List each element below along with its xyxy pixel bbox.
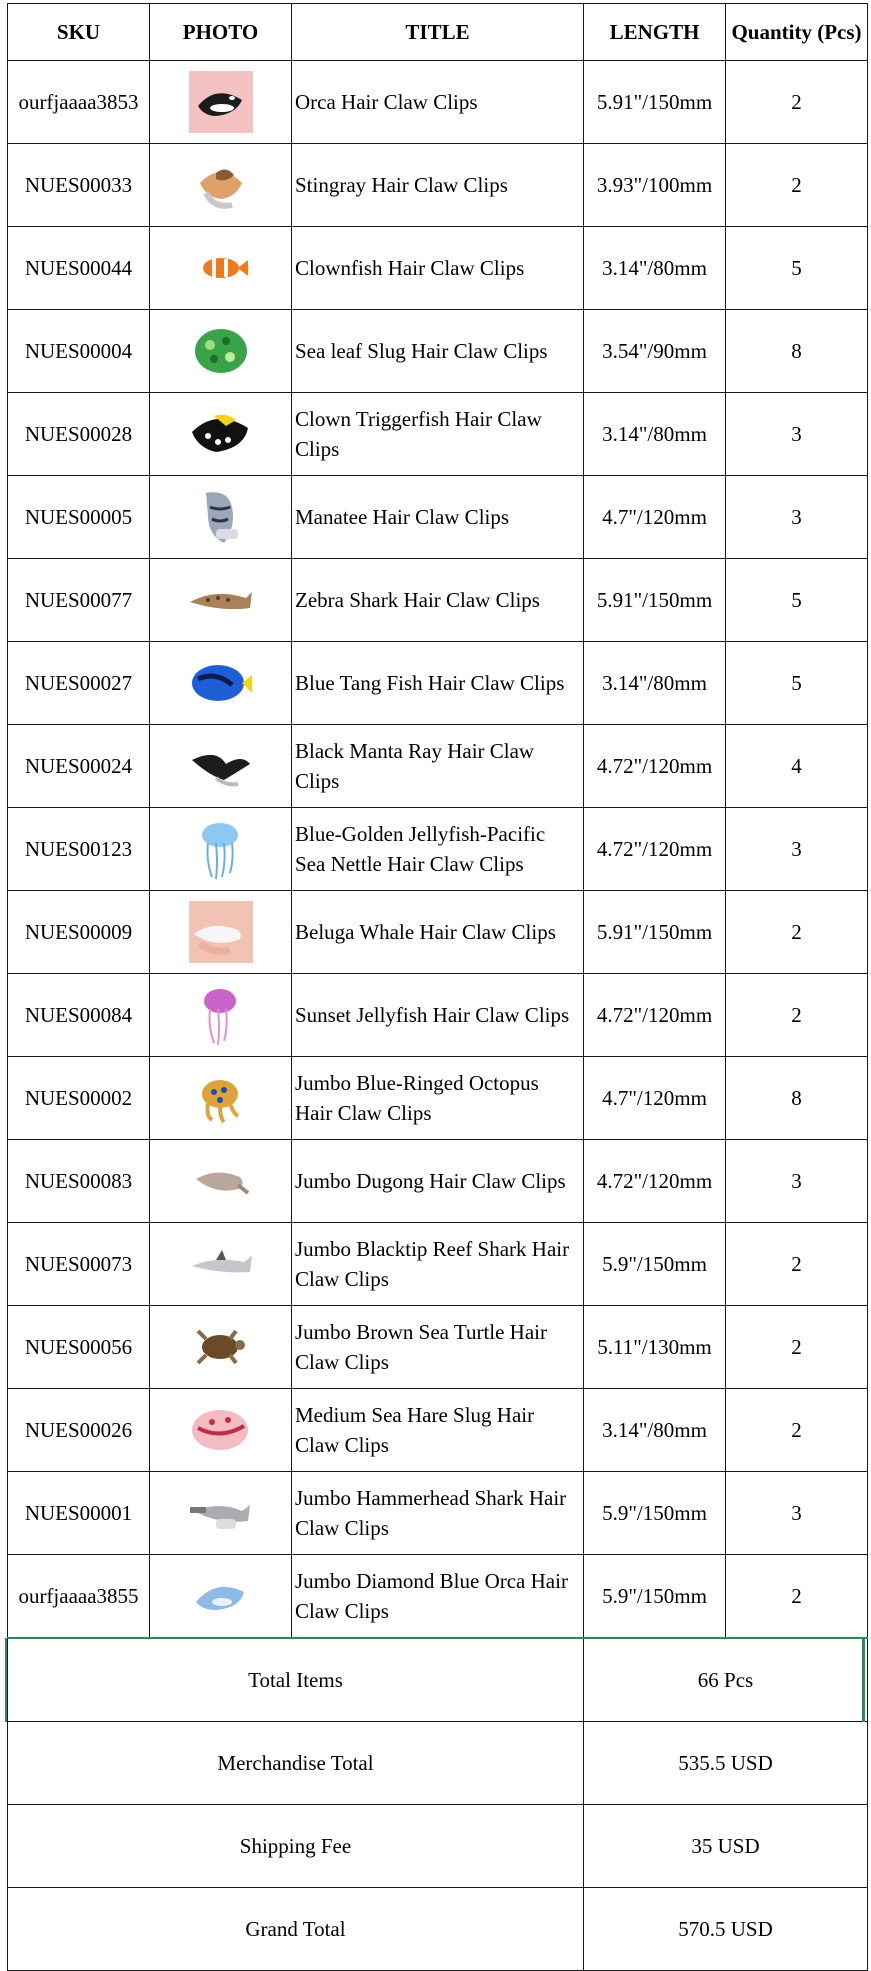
table-row (8, 393, 868, 476)
quantity-cell: 2 (726, 61, 868, 144)
quantity-cell: 2 (726, 1389, 868, 1472)
photo-cell (150, 1140, 292, 1223)
length-cell: 3.14"/80mm (584, 227, 726, 310)
title-cell: Clownfish Hair Claw Clips (292, 227, 584, 310)
quantity-cell: 3 (726, 1140, 868, 1223)
title-cell: Jumbo Diamond Blue Orca Hair Claw Clips (292, 1555, 584, 1639)
clown-triggerfish-clip-photo (186, 402, 256, 466)
length-cell: 5.91"/150mm (584, 559, 726, 642)
photo-cell (150, 559, 292, 642)
photo-cell (150, 1389, 292, 1472)
clownfish-clip-photo (186, 236, 256, 300)
title-cell: Jumbo Blacktip Reef Shark Hair Claw Clips (292, 1223, 584, 1306)
order-sheet (7, 3, 867, 1971)
table-row (8, 808, 868, 891)
photo-cell (150, 476, 292, 559)
title-cell: Blue-Golden Jellyfish-Pacific Sea Nettle Hair Claw Clips (292, 808, 584, 891)
length-cell: 5.91"/150mm (584, 891, 726, 974)
quantity-cell: 8 (726, 310, 868, 393)
length-cell: 3.93"/100mm (584, 144, 726, 227)
title-cell: Stingray Hair Claw Clips (292, 144, 584, 227)
header-sku: SKU (8, 4, 150, 61)
summary-label: Shipping Fee (8, 1805, 584, 1888)
title-cell: Medium Sea Hare Slug Hair Claw Clips (292, 1389, 584, 1472)
blacktip-shark-clip-photo (186, 1232, 256, 1296)
photo-cell (150, 61, 292, 144)
length-cell: 3.14"/80mm (584, 1389, 726, 1472)
length-cell: 5.9"/150mm (584, 1223, 726, 1306)
header-row (8, 4, 868, 61)
photo-cell (150, 1555, 292, 1639)
sku-cell: NUES00009 (8, 891, 150, 974)
sku-cell: ourfjaaaa3855 (8, 1555, 150, 1639)
summary-value: 570.5 USD (584, 1888, 868, 1971)
photo-cell (150, 1057, 292, 1140)
photo-cell (150, 891, 292, 974)
photo-cell (150, 808, 292, 891)
quantity-cell: 5 (726, 227, 868, 310)
sunset-jellyfish-clip-photo (186, 983, 256, 1047)
length-cell: 4.7"/120mm (584, 1057, 726, 1140)
title-cell: Jumbo Hammerhead Shark Hair Claw Clips (292, 1472, 584, 1555)
product-table (7, 3, 868, 1971)
sku-cell: NUES00005 (8, 476, 150, 559)
length-cell: 3.54"/90mm (584, 310, 726, 393)
summary-row (8, 1805, 868, 1888)
table-row (8, 476, 868, 559)
title-cell: Black Manta Ray Hair Claw Clips (292, 725, 584, 808)
orca-clip-photo (186, 70, 256, 134)
sku-cell: NUES00033 (8, 144, 150, 227)
summary-label: Total Items (8, 1638, 584, 1722)
table-row (8, 1057, 868, 1140)
title-cell: Jumbo Brown Sea Turtle Hair Claw Clips (292, 1306, 584, 1389)
octopus-clip-photo (186, 1066, 256, 1130)
title-cell: Blue Tang Fish Hair Claw Clips (292, 642, 584, 725)
quantity-cell: 3 (726, 393, 868, 476)
sku-cell: NUES00077 (8, 559, 150, 642)
photo-cell (150, 144, 292, 227)
table-row (8, 1389, 868, 1472)
sea-leaf-slug-clip-photo (186, 319, 256, 383)
length-cell: 5.91"/150mm (584, 61, 726, 144)
length-cell: 4.7"/120mm (584, 476, 726, 559)
length-cell: 5.11"/130mm (584, 1306, 726, 1389)
quantity-cell: 8 (726, 1057, 868, 1140)
sku-cell: NUES00002 (8, 1057, 150, 1140)
length-cell: 3.14"/80mm (584, 642, 726, 725)
jellyfish-clip-photo (186, 817, 256, 881)
table-row (8, 144, 868, 227)
quantity-cell: 5 (726, 559, 868, 642)
quantity-cell: 2 (726, 1223, 868, 1306)
table-row (8, 559, 868, 642)
quantity-cell: 3 (726, 1472, 868, 1555)
summary-value: 35 USD (584, 1805, 868, 1888)
photo-cell (150, 725, 292, 808)
sku-cell: NUES00024 (8, 725, 150, 808)
table-row (8, 1306, 868, 1389)
sku-cell: NUES00004 (8, 310, 150, 393)
sku-cell: NUES00084 (8, 974, 150, 1057)
sku-cell: NUES00083 (8, 1140, 150, 1223)
title-cell: Sea leaf Slug Hair Claw Clips (292, 310, 584, 393)
hammerhead-shark-clip-photo (186, 1481, 256, 1545)
summary-row (8, 1722, 868, 1805)
quantity-cell: 5 (726, 642, 868, 725)
length-cell: 4.72"/120mm (584, 1140, 726, 1223)
sku-cell: NUES00123 (8, 808, 150, 891)
summary-row (8, 1638, 868, 1722)
table-row (8, 725, 868, 808)
table-row (8, 974, 868, 1057)
title-cell: Beluga Whale Hair Claw Clips (292, 891, 584, 974)
photo-cell (150, 393, 292, 476)
table-row (8, 1140, 868, 1223)
table-row (8, 642, 868, 725)
header-quantity: Quantity (Pcs) (726, 4, 868, 61)
selection-edge-right (862, 1638, 865, 1722)
summary-rows (8, 1638, 868, 1971)
summary-value: 66 Pcs (584, 1638, 868, 1722)
manatee-clip-photo (186, 485, 256, 549)
stingray-clip-photo (186, 153, 256, 217)
sku-cell: NUES00026 (8, 1389, 150, 1472)
photo-cell (150, 1472, 292, 1555)
summary-row (8, 1888, 868, 1971)
title-cell: Sunset Jellyfish Hair Claw Clips (292, 974, 584, 1057)
product-rows (8, 61, 868, 1639)
quantity-cell: 2 (726, 891, 868, 974)
sea-hare-clip-photo (186, 1398, 256, 1462)
title-cell: Clown Triggerfish Hair Claw Clips (292, 393, 584, 476)
sku-cell: NUES00056 (8, 1306, 150, 1389)
zebra-shark-clip-photo (186, 568, 256, 632)
title-cell: Jumbo Dugong Hair Claw Clips (292, 1140, 584, 1223)
photo-cell (150, 1223, 292, 1306)
length-cell: 5.9"/150mm (584, 1555, 726, 1639)
length-cell: 3.14"/80mm (584, 393, 726, 476)
table-row (8, 1555, 868, 1639)
photo-cell (150, 227, 292, 310)
table-row (8, 1472, 868, 1555)
quantity-cell: 3 (726, 476, 868, 559)
header-title: TITLE (292, 4, 584, 61)
title-cell: Orca Hair Claw Clips (292, 61, 584, 144)
sku-cell: NUES00027 (8, 642, 150, 725)
table-row (8, 227, 868, 310)
summary-label: Merchandise Total (8, 1722, 584, 1805)
quantity-cell: 2 (726, 1555, 868, 1639)
quantity-cell: 3 (726, 808, 868, 891)
table-row (8, 891, 868, 974)
header-length: LENGTH (584, 4, 726, 61)
length-cell: 4.72"/120mm (584, 725, 726, 808)
sku-cell: ourfjaaaa3853 (8, 61, 150, 144)
sku-cell: NUES00044 (8, 227, 150, 310)
table-row (8, 310, 868, 393)
sea-turtle-clip-photo (186, 1315, 256, 1379)
title-cell: Zebra Shark Hair Claw Clips (292, 559, 584, 642)
table-row (8, 1223, 868, 1306)
blue-orca-clip-photo (186, 1564, 256, 1628)
summary-label: Grand Total (8, 1888, 584, 1971)
sku-cell: NUES00073 (8, 1223, 150, 1306)
quantity-cell: 2 (726, 1306, 868, 1389)
photo-cell (150, 642, 292, 725)
table-row (8, 61, 868, 144)
header-photo: PHOTO (150, 4, 292, 61)
title-cell: Manatee Hair Claw Clips (292, 476, 584, 559)
quantity-cell: 2 (726, 974, 868, 1057)
photo-cell (150, 310, 292, 393)
length-cell: 5.9"/150mm (584, 1472, 726, 1555)
photo-cell (150, 974, 292, 1057)
blue-tang-clip-photo (186, 651, 256, 715)
beluga-whale-clip-photo (186, 900, 256, 964)
sku-cell: NUES00028 (8, 393, 150, 476)
dugong-clip-photo (186, 1149, 256, 1213)
length-cell: 4.72"/120mm (584, 808, 726, 891)
summary-value: 535.5 USD (584, 1722, 868, 1805)
quantity-cell: 4 (726, 725, 868, 808)
manta-ray-clip-photo (186, 734, 256, 798)
title-cell: Jumbo Blue-Ringed Octopus Hair Claw Clips (292, 1057, 584, 1140)
length-cell: 4.72"/120mm (584, 974, 726, 1057)
photo-cell (150, 1306, 292, 1389)
quantity-cell: 2 (726, 144, 868, 227)
sku-cell: NUES00001 (8, 1472, 150, 1555)
selection-edge-left (5, 1638, 7, 1722)
